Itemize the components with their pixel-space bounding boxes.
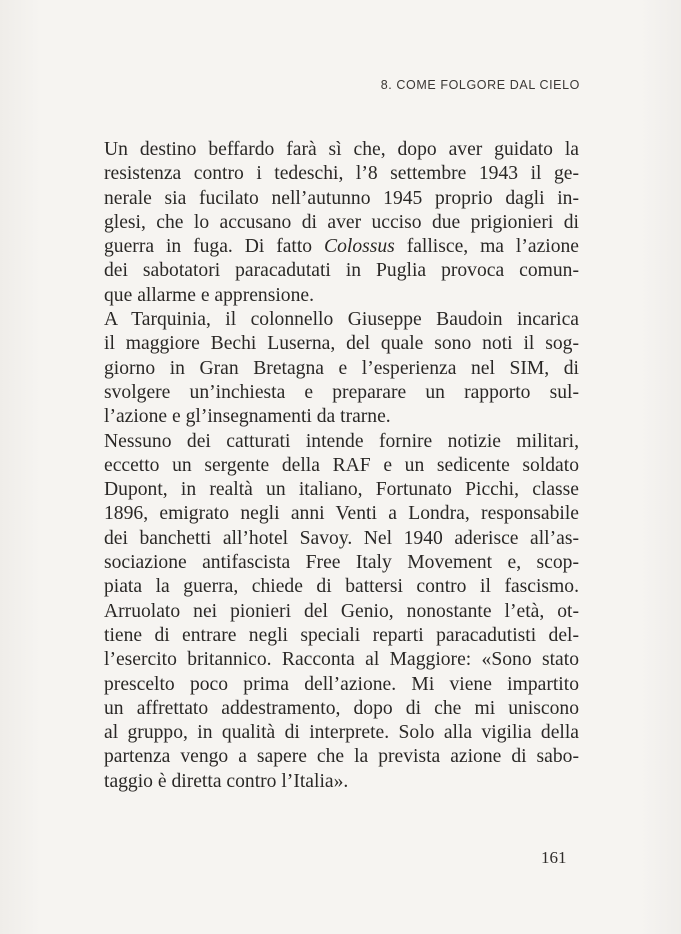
text-line: Arruolato nei pionieri del Genio, nonostante l’età, ot- [104, 600, 579, 622]
text-line: tiene di entrare negli speciali reparti paracadutisti del- [104, 624, 579, 646]
text-line: A Tarquinia, il colonnello Giuseppe Baudoin incarica [104, 309, 579, 331]
text-line: resistenza contro i tedeschi, l’8 settembre 1943 il ge- [104, 163, 579, 185]
text-line: un affrettato addestramento, dopo di che mi uniscono [104, 697, 579, 719]
text-line: svolgere un’inchiesta e preparare un rapporto sul- [104, 381, 579, 403]
text-line: dei sabotatori paracadutati in Puglia provoca comun- [104, 260, 579, 282]
text-line: il maggiore Bechi Luserna, del quale sono noti il sog- [104, 333, 579, 355]
italic-title: Colossus [324, 236, 395, 258]
text-line: giorno in Gran Bretagna e l’esperienza nel SIM, di [104, 357, 579, 379]
text-line: partenza vengo a sapere che la prevista azione di sabo- [104, 746, 579, 768]
text-line: Nessuno dei catturati intende fornire notizie militari, [104, 430, 579, 452]
text-line: Dupont, in realtà un italiano, Fortunato Picchi, classe [104, 479, 579, 501]
text-line: dei banchetti all’hotel Savoy. Nel 1940 aderisce all’as- [104, 527, 579, 549]
text-fragment: guerra in fuga. Di fatto [104, 236, 325, 258]
text-line [104, 235, 579, 259]
text-line: Un destino beffardo farà sì che, dopo aver guidato la [104, 139, 579, 160]
text-line: nerale sia fucilato nell’autunno 1945 proprio dagli in- [104, 187, 579, 209]
text-line: 1896, emigrato negli anni Venti a Londra, responsabile [104, 503, 579, 525]
text-line: l’esercito britannico. Racconta al Maggiore: «Sono stato [104, 649, 579, 671]
text-line: l’azione e gl’insegnamenti da trarne. [104, 406, 391, 428]
text-line: glesi, che lo accusano di aver ucciso due prigionieri di [104, 211, 579, 233]
text-line: al gruppo, in qualità di interprete. Solo alla vigilia della [104, 722, 579, 744]
running-header: 8. COME FOLGORE DAL CIELO [380, 78, 580, 92]
text-line: sociazione antifascista Free Italy Movement e, scop- [104, 552, 579, 574]
page-number: 161 [541, 848, 567, 867]
text-line: eccetto un sergente della RAF e un sedicente soldato [104, 454, 579, 476]
text-line: taggio è diretta contro l’Italia». [104, 770, 349, 792]
text-line: que allarme e apprensione. [104, 284, 314, 306]
text-line: prescelto poco prima dell’azione. Mi viene impartito [104, 673, 579, 695]
body-text [104, 138, 579, 794]
text-line: piata la guerra, chiede di battersi contro il fascismo. [104, 576, 579, 598]
text-fragment: fallisce, ma l’azione [394, 236, 580, 258]
